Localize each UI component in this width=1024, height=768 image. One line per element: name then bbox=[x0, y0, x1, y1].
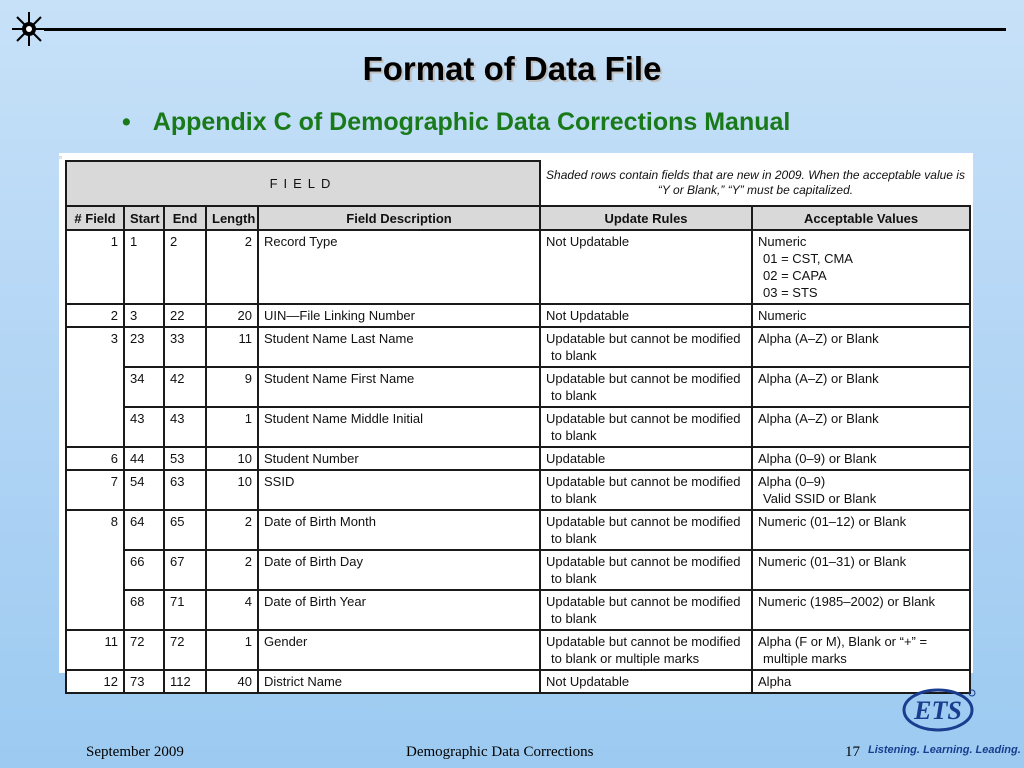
cell-start: 72 bbox=[124, 630, 164, 670]
cell-update-rule bbox=[540, 510, 752, 550]
rule-line: to blank bbox=[551, 531, 597, 546]
cell-length: 9 bbox=[206, 367, 258, 407]
table-row bbox=[66, 630, 970, 670]
cell-update-rule bbox=[540, 590, 752, 630]
field-header-row bbox=[66, 161, 970, 206]
cell-description: Date of Birth Month bbox=[258, 510, 540, 550]
cell-field: 2 bbox=[66, 304, 124, 327]
cell-update-rule: Updatable bbox=[540, 447, 752, 470]
cell-acceptable-values bbox=[752, 630, 970, 670]
rule-line: Updatable but cannot be modified bbox=[546, 634, 741, 649]
rule-line: to blank bbox=[551, 571, 597, 586]
cell-start: 73 bbox=[124, 670, 164, 693]
cell-field: 12 bbox=[66, 670, 124, 693]
cell-acceptable-values bbox=[752, 230, 970, 304]
cell-length: 20 bbox=[206, 304, 258, 327]
value-line: Alpha (F or M), Blank or “+” = bbox=[758, 634, 928, 649]
cell-start: 64 bbox=[124, 510, 164, 550]
slide-title: Format of Data File bbox=[362, 50, 662, 87]
bullet-dot: • bbox=[122, 108, 131, 136]
table-row bbox=[66, 367, 970, 407]
cell-start: 3 bbox=[124, 304, 164, 327]
shaded-rows-note: Shaded rows contain fields that are new in 2009. When the acceptable value is “Y or Blank,” “Y” must be capitalized. bbox=[540, 161, 970, 206]
cell-description: UIN—File Linking Number bbox=[258, 304, 540, 327]
col-header-update-rules: Update Rules bbox=[540, 206, 752, 230]
col-header-field: # Field bbox=[66, 206, 124, 230]
cell-acceptable-values: Alpha (A–Z) or Blank bbox=[752, 407, 970, 447]
bullet-item bbox=[122, 108, 790, 137]
column-header-row bbox=[66, 206, 970, 230]
rule-line: to blank bbox=[551, 348, 597, 363]
cell-update-rule: Not Updatable bbox=[540, 304, 752, 327]
cell-acceptable-values bbox=[752, 470, 970, 510]
cell-acceptable-values: Numeric bbox=[752, 304, 970, 327]
cell-acceptable-values: Alpha (A–Z) or Blank bbox=[752, 367, 970, 407]
cell-length: 40 bbox=[206, 670, 258, 693]
cell-end: 63 bbox=[164, 470, 206, 510]
table-row bbox=[66, 670, 970, 693]
value-line: 03 = STS bbox=[763, 285, 818, 300]
cell-length: 2 bbox=[206, 510, 258, 550]
cell-start: 34 bbox=[124, 367, 164, 407]
rule-line: Updatable but cannot be modified bbox=[546, 474, 741, 489]
cell-description: Record Type bbox=[258, 230, 540, 304]
cell-update-rule bbox=[540, 367, 752, 407]
rule-line: Updatable but cannot be modified bbox=[546, 411, 741, 426]
table-row bbox=[66, 327, 970, 367]
col-header-end: End bbox=[164, 206, 206, 230]
cell-end: 112 bbox=[164, 670, 206, 693]
value-line: Alpha (0–9) bbox=[758, 474, 826, 489]
table-row bbox=[66, 550, 970, 590]
cell-description: Date of Birth Day bbox=[258, 550, 540, 590]
table-row bbox=[66, 510, 970, 550]
table-row bbox=[66, 590, 970, 630]
cell-start: 43 bbox=[124, 407, 164, 447]
cell-acceptable-values: Alpha (A–Z) or Blank bbox=[752, 327, 970, 367]
cell-field: 6 bbox=[66, 447, 124, 470]
cell-field: 3 bbox=[66, 327, 124, 447]
cell-acceptable-values: Numeric (1985–2002) or Blank bbox=[752, 590, 970, 630]
cell-length: 1 bbox=[206, 630, 258, 670]
cell-acceptable-values: Numeric (01–12) or Blank bbox=[752, 510, 970, 550]
cell-length: 2 bbox=[206, 230, 258, 304]
table-row bbox=[66, 230, 970, 304]
cell-length: 11 bbox=[206, 327, 258, 367]
value-line: 01 = CST, CMA bbox=[763, 251, 853, 266]
cell-description: Student Name Last Name bbox=[258, 327, 540, 367]
col-header-acceptable-values: Acceptable Values bbox=[752, 206, 970, 230]
cell-end: 71 bbox=[164, 590, 206, 630]
cell-description: Gender bbox=[258, 630, 540, 670]
top-rule bbox=[44, 28, 1006, 31]
col-header-length: Length bbox=[206, 206, 258, 230]
cell-end: 43 bbox=[164, 407, 206, 447]
rule-line: Updatable but cannot be modified bbox=[546, 514, 741, 529]
cell-end: 72 bbox=[164, 630, 206, 670]
cell-length: 1 bbox=[206, 407, 258, 447]
cell-start: 23 bbox=[124, 327, 164, 367]
bullet-text: Appendix C of Demographic Data Corrections Manual bbox=[152, 108, 791, 136]
data-format-table-image bbox=[59, 153, 973, 689]
cell-end: 33 bbox=[164, 327, 206, 367]
rule-line: Updatable but cannot be modified bbox=[546, 554, 741, 569]
cell-update-rule bbox=[540, 470, 752, 510]
cell-end: 22 bbox=[164, 304, 206, 327]
cell-start: 54 bbox=[124, 470, 164, 510]
cell-update-rule: Not Updatable bbox=[540, 230, 752, 304]
cell-acceptable-values: Numeric (01–31) or Blank bbox=[752, 550, 970, 590]
field-label: FIELD bbox=[66, 161, 540, 206]
cell-end: 67 bbox=[164, 550, 206, 590]
table-row bbox=[66, 304, 970, 327]
cell-acceptable-values: Alpha (0–9) or Blank bbox=[752, 447, 970, 470]
value-line: multiple marks bbox=[763, 651, 847, 666]
ets-logo-text: ETS bbox=[914, 696, 962, 725]
value-line: Valid SSID or Blank bbox=[763, 491, 877, 506]
cell-start: 44 bbox=[124, 447, 164, 470]
col-header-start: Start bbox=[124, 206, 164, 230]
cell-acceptable-values: Alpha bbox=[752, 670, 970, 693]
cell-description: Student Name First Name bbox=[258, 367, 540, 407]
cell-start: 66 bbox=[124, 550, 164, 590]
rule-line: to blank bbox=[551, 491, 597, 506]
rule-line: Updatable but cannot be modified bbox=[546, 331, 741, 346]
cell-update-rule bbox=[540, 327, 752, 367]
rule-line: to blank or multiple marks bbox=[551, 651, 700, 666]
cell-description: Date of Birth Year bbox=[258, 590, 540, 630]
data-format-table bbox=[65, 160, 971, 694]
cell-field: 8 bbox=[66, 510, 124, 630]
table-row bbox=[66, 447, 970, 470]
value-line: Numeric bbox=[758, 234, 807, 249]
cell-end: 2 bbox=[164, 230, 206, 304]
cell-length: 4 bbox=[206, 590, 258, 630]
cell-field: 1 bbox=[66, 230, 124, 304]
ets-logo-icon bbox=[900, 683, 980, 733]
cell-start: 68 bbox=[124, 590, 164, 630]
cell-field: 11 bbox=[66, 630, 124, 670]
cell-description: Student Name Middle Initial bbox=[258, 407, 540, 447]
cell-description: SSID bbox=[258, 470, 540, 510]
cell-end: 53 bbox=[164, 447, 206, 470]
cell-length: 10 bbox=[206, 470, 258, 510]
ets-tagline: Listening. Learning. Leading. bbox=[868, 744, 1021, 756]
cell-start: 1 bbox=[124, 230, 164, 304]
cell-update-rule: Not Updatable bbox=[540, 670, 752, 693]
page-number: 17 bbox=[845, 744, 860, 760]
rule-line: Updatable but cannot be modified bbox=[546, 371, 741, 386]
rule-line: Updatable but cannot be modified bbox=[546, 594, 741, 609]
cell-description: District Name bbox=[258, 670, 540, 693]
cell-length: 2 bbox=[206, 550, 258, 590]
footer-date: September 2009 bbox=[86, 744, 184, 760]
table-row bbox=[66, 470, 970, 510]
col-header-description: Field Description bbox=[258, 206, 540, 230]
table-row bbox=[66, 407, 970, 447]
cell-update-rule bbox=[540, 630, 752, 670]
corner-mark: ▫ bbox=[59, 153, 62, 162]
rule-line: to blank bbox=[551, 428, 597, 443]
cell-update-rule bbox=[540, 407, 752, 447]
cell-end: 42 bbox=[164, 367, 206, 407]
footer-title: Demographic Data Corrections bbox=[406, 744, 594, 760]
cell-update-rule bbox=[540, 550, 752, 590]
cell-end: 65 bbox=[164, 510, 206, 550]
value-line: 02 = CAPA bbox=[763, 268, 827, 283]
cell-description: Student Number bbox=[258, 447, 540, 470]
rule-line: to blank bbox=[551, 611, 597, 626]
cell-field: 7 bbox=[66, 470, 124, 510]
rule-line: to blank bbox=[551, 388, 597, 403]
cell-length: 10 bbox=[206, 447, 258, 470]
